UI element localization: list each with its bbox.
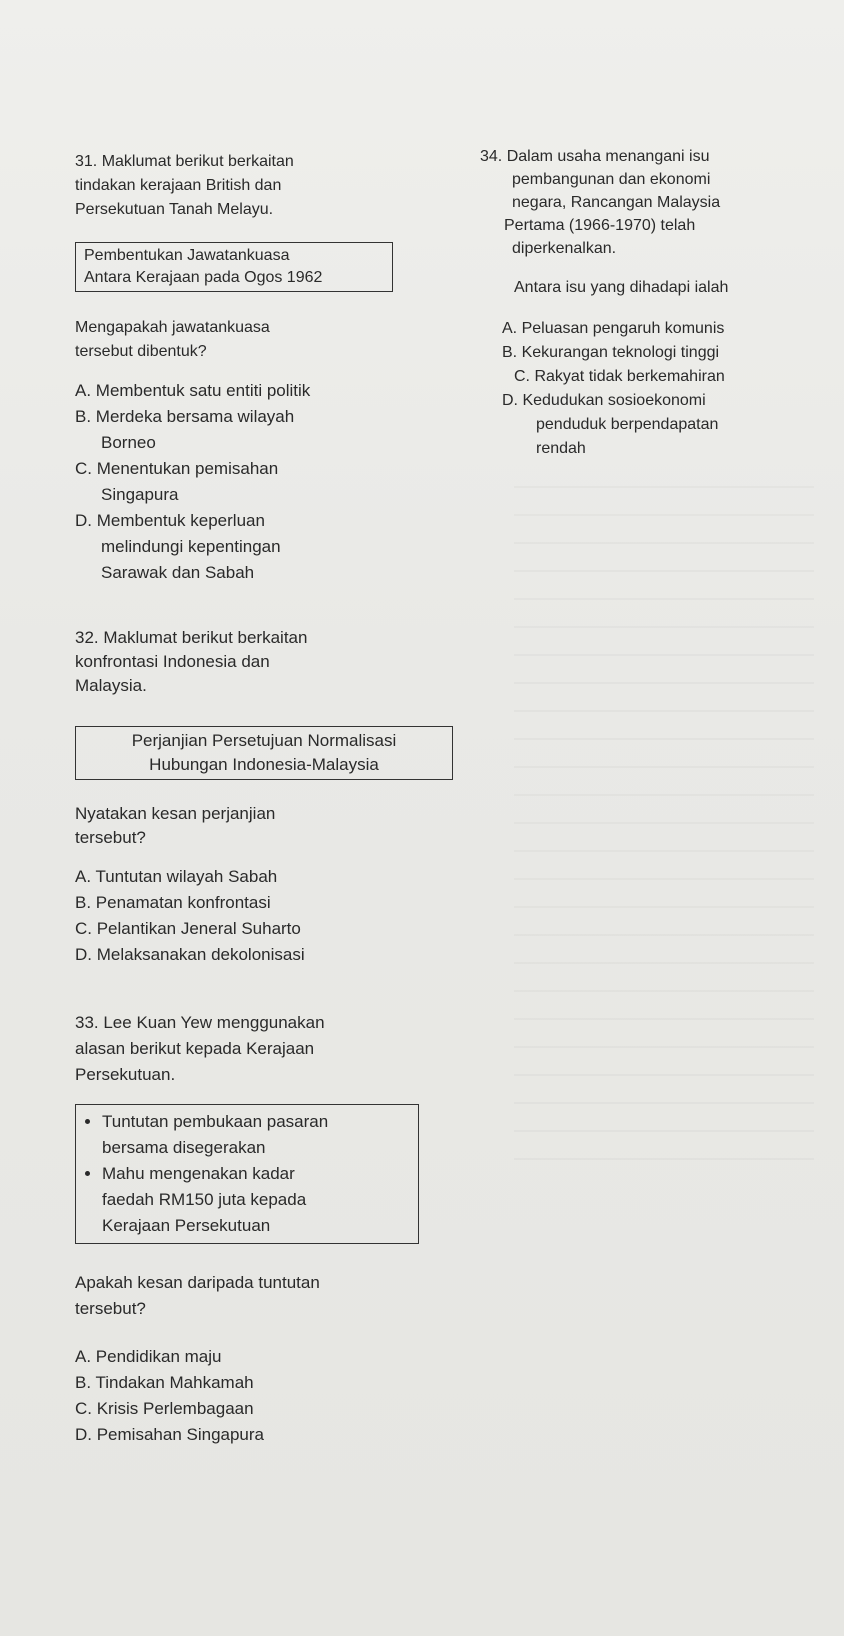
q32-question-line: tersebut? — [75, 828, 146, 847]
q33-bullet-text: bersama disegerakan — [102, 1138, 266, 1157]
q34-stem — [480, 145, 830, 260]
q33-bullet-item — [102, 1161, 412, 1239]
q34-option-a[interactable] — [502, 317, 830, 341]
q31-option-a-text: A. Membentuk satu entiti politik — [75, 381, 311, 400]
q33-bullet-text: • Tuntutan pembukaan pasaran — [102, 1112, 329, 1131]
q31-option-d-text: Sarawak dan Sabah — [101, 563, 255, 582]
q32-options — [75, 864, 455, 968]
question-31 — [75, 150, 455, 586]
q31-option-b-text: B. Merdeka bersama wilayah — [75, 407, 295, 426]
q34-option-d-text: rendah — [536, 440, 586, 457]
q34-stem-line: Pertama (1966-1970) telah — [504, 217, 696, 234]
q33-option-c[interactable]: C. Krisis Perlembagaan — [75, 1399, 254, 1418]
q33-stem-line: Persekutuan. — [75, 1065, 176, 1084]
q34-stem-line: pembangunan dan ekonomi — [512, 171, 711, 188]
q32-option-d[interactable]: D. Melaksanakan dekolonisasi — [75, 945, 305, 964]
q32-stem-line: Malaysia. — [75, 676, 147, 695]
q32-stem — [75, 626, 455, 698]
q31-option-b-text: Borneo — [101, 433, 156, 452]
q34-option-c[interactable] — [502, 365, 830, 389]
question-33 — [75, 1010, 455, 1448]
q31-stem — [75, 150, 455, 222]
q32-stem-line: 32. Maklumat berikut berkaitan — [75, 628, 308, 647]
q33-question — [75, 1270, 455, 1322]
q34-option-a-text: A. Peluasan pengaruh komunis — [502, 320, 725, 337]
left-column — [75, 150, 455, 1448]
q34-option-d-text: D. Kedudukan sosioekonomi — [502, 392, 706, 409]
q32-box-line: Hubungan Indonesia-Malaysia — [149, 755, 379, 774]
q31-question-line: Mengapakah jawatankuasa — [75, 319, 270, 336]
q33-options — [75, 1344, 455, 1448]
q33-question-line: tersebut? — [75, 1299, 146, 1318]
q33-stem — [75, 1010, 455, 1088]
q33-bullet-text: • Mahu mengenakan kadar — [102, 1164, 295, 1183]
q33-info-box — [75, 1104, 419, 1244]
q31-stem-line: Persekutuan Tanah Melayu. — [75, 201, 274, 218]
q31-info-box — [75, 242, 393, 292]
q31-question — [75, 316, 455, 364]
q33-question-line: Apakah kesan daripada tuntutan — [75, 1273, 320, 1292]
q33-bullet-text: Kerajaan Persekutuan — [102, 1216, 271, 1235]
q31-option-a[interactable] — [75, 378, 455, 404]
q33-option-b[interactable]: B. Tindakan Mahkamah — [75, 1373, 254, 1392]
q34-stem-line: negara, Rancangan Malaysia — [512, 194, 721, 211]
q31-option-d-text: D. Membentuk keperluan — [75, 511, 265, 530]
q33-stem-line: alasan berikut kepada Kerajaan — [75, 1039, 315, 1058]
q34-question: Antara isu yang dihadapi ialah — [514, 279, 729, 296]
q31-option-b[interactable] — [75, 404, 455, 456]
q34-option-b-text: B. Kekurangan teknologi tinggi — [502, 344, 720, 361]
show-through-texture — [514, 460, 814, 1160]
q31-option-d[interactable] — [75, 508, 455, 586]
q34-option-c-text: C. Rakyat tidak berkemahiran — [514, 368, 725, 385]
q34-stem-line: diperkenalkan. — [512, 240, 617, 257]
q31-box-line: Antara Kerajaan pada Ogos 1962 — [84, 269, 323, 286]
q32-option-c[interactable]: C. Pelantikan Jeneral Suharto — [75, 919, 301, 938]
q34-options — [490, 317, 830, 461]
q34-option-d[interactable] — [502, 389, 830, 461]
q31-options — [75, 378, 455, 586]
q32-option-a[interactable]: A. Tuntutan wilayah Sabah — [75, 867, 278, 886]
q33-bullet-list — [82, 1109, 412, 1239]
q33-option-a[interactable]: A. Pendidikan maju — [75, 1347, 222, 1366]
q31-box-line: Pembentukan Jawatankuasa — [84, 247, 290, 264]
q31-option-c[interactable] — [75, 456, 455, 508]
q33-bullet-text: faedah RM150 juta kepada — [102, 1190, 307, 1209]
question-34 — [480, 145, 830, 461]
q34-option-d-text: penduduk berpendapatan — [536, 416, 719, 433]
q34-option-b[interactable] — [502, 341, 830, 365]
q31-stem-line: tindakan kerajaan British dan — [75, 177, 282, 194]
q32-stem-line: konfrontasi Indonesia dan — [75, 652, 270, 671]
q32-option-b[interactable]: B. Penamatan konfrontasi — [75, 893, 271, 912]
q32-question-line: Nyatakan kesan perjanjian — [75, 804, 276, 823]
q31-stem-line: 31. Maklumat berikut berkaitan — [75, 153, 294, 170]
q34-stem-line: 34. Dalam usaha menangani isu — [480, 148, 710, 165]
q33-stem-line: 33. Lee Kuan Yew menggunakan — [75, 1013, 325, 1032]
q32-box-line: Perjanjian Persetujuan Normalisasi — [131, 731, 397, 750]
q31-option-c-text: Singapura — [101, 485, 179, 504]
q33-bullet-item — [102, 1109, 412, 1161]
q31-option-d-text: melindungi kepentingan — [101, 537, 281, 556]
q32-info-box — [75, 726, 453, 780]
q31-option-c-text: C. Menentukan pemisahan — [75, 459, 279, 478]
q33-option-d[interactable]: D. Pemisahan Singapura — [75, 1425, 265, 1444]
q32-question — [75, 802, 455, 850]
question-32 — [75, 626, 455, 968]
q31-question-line: tersebut dibentuk? — [75, 343, 207, 360]
